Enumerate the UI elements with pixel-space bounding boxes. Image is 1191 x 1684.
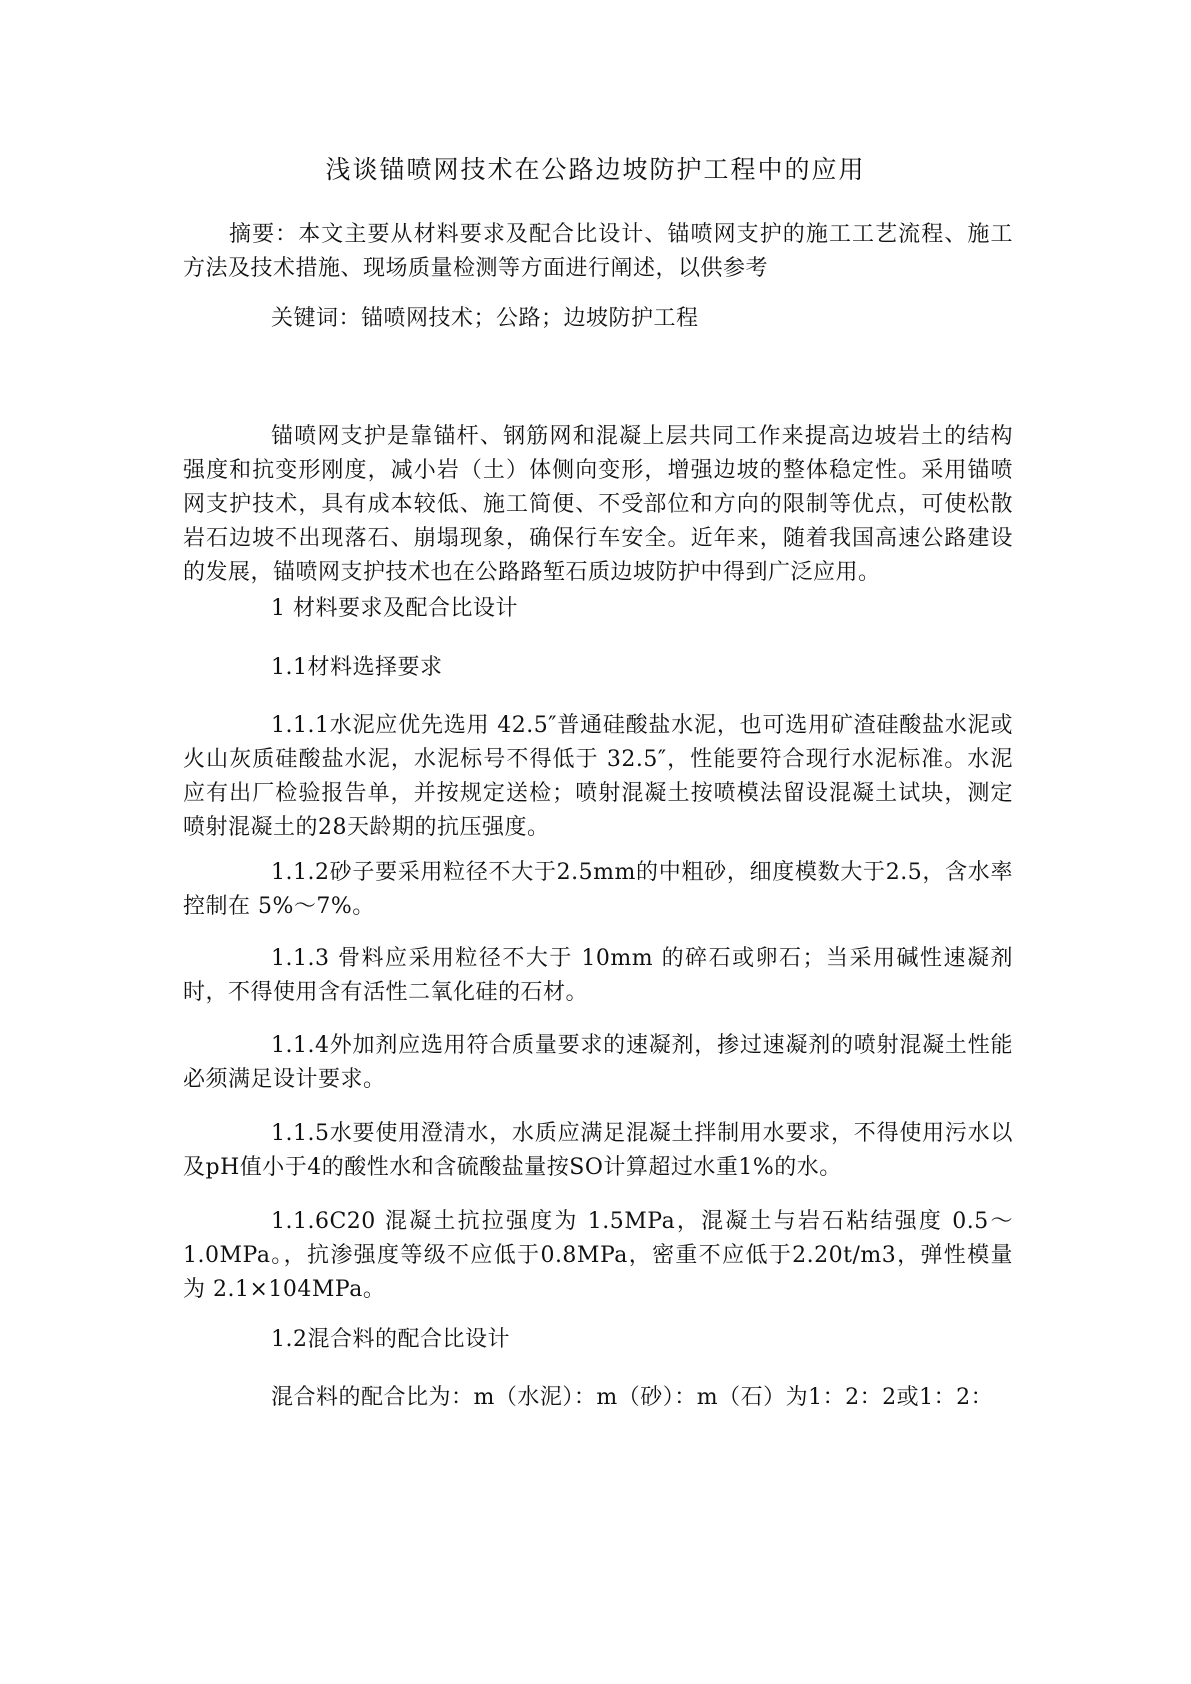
paragraph-1-1-2: 1.1.2砂子要采用粒径不大于2.5mm的中粗砂，细度模数大于2.5，含水率控制在 5%～7%。: [183, 860, 1013, 919]
section-heading-1-1: 1.1材料选择要求: [271, 655, 443, 680]
keywords-line: 关键词：锚喷网技术；公路；边坡防护工程: [271, 306, 699, 331]
paragraph-1-2: 混合料的配合比为：m（水泥）：m（砂）：m（石）为1：2：2或1：2：: [271, 1385, 994, 1410]
paragraph-1-1-6: 1.1.6C20 混凝土抗拉强度为 1.5MPa，混凝土与岩石粘结强度 0.5～1.0MPa。，抗渗强度等级不应低于0.8MPa，密重不应低于2.20t/m3，弹性模量为 2.1×104MPa。: [183, 1209, 1013, 1302]
paragraph-1-1-3: 1.1.3 骨料应采用粒径不大于 10mm 的碎石或卵石；当采用碱性速凝剂时，不得使用含有活性二氧化硅的石材。: [183, 946, 1013, 1005]
section-heading-1: 1 材料要求及配合比设计: [271, 596, 518, 621]
intro-paragraph: 锚喷网支护是靠锚杆、钢筋网和混凝上层共同工作来提高边坡岩土的结构强度和抗变形刚度，减小岩（土）体侧向变形，增强边坡的整体稳定性。采用锚喷网支护技术，具有成本较低、施工简便、不受部位和方向的限制等优点，可使松散岩石边坡不出现落石、崩塌现象，确保行车安全。近年来，随着我国高速公路建设的发展，锚喷网支护技术也在公路路堑石质边坡防护中得到广泛应用。: [183, 424, 1013, 585]
paragraph-1-1-1: 1.1.1水泥应优先选用 42.5″普通硅酸盐水泥，也可选用矿渣硅酸盐水泥或火山灰质硅酸盐水泥，水泥标号不得低于 32.5″，性能要符合现行水泥标准。水泥应有出厂检验报告单，并按规定送检；喷射混凝土按喷模法留设混凝土试块，测定喷射混凝土的28天龄期的抗压强度。: [183, 713, 1013, 840]
section-heading-1-2: 1.2混合料的配合比设计: [271, 1327, 510, 1352]
abstract-paragraph: 摘要：本文主要从材料要求及配合比设计、锚喷网支护的施工工艺流程、施工方法及技术措施、现场质量检测等方面进行阐述，以供参考: [183, 222, 1013, 281]
paragraph-1-1-4: 1.1.4外加剂应选用符合质量要求的速凝剂，掺过速凝剂的喷射混凝土性能必须满足设计要求。: [183, 1033, 1013, 1092]
paragraph-1-1-5: 1.1.5水要使用澄清水，水质应满足混凝土拌制用水要求，不得使用污水以及pH值小于4的酸性水和含硫酸盐量按SO计算超过水重1%的水。: [183, 1121, 1013, 1180]
document-title: 浅谈锚喷网技术在公路边坡防护工程中的应用: [325, 155, 866, 184]
